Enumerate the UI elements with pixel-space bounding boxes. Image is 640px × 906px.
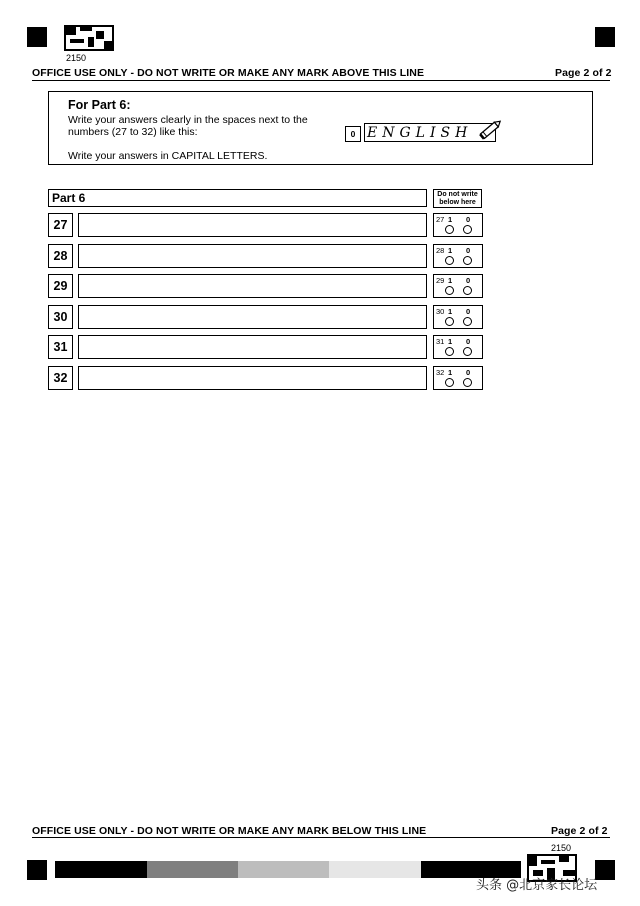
calibration-bar-black xyxy=(55,861,147,878)
instructions-box xyxy=(48,91,593,165)
mark-circle-one xyxy=(445,347,454,356)
office-mark-box xyxy=(433,366,483,390)
answer-field[interactable] xyxy=(78,244,427,268)
office-mark-box xyxy=(433,305,483,329)
mark-circle-one xyxy=(445,256,454,265)
mark-question-number: 32 xyxy=(436,368,445,377)
mark-label-zero: 0 xyxy=(466,306,471,316)
instructions-line-1: Write your answers clearly in the spaces next to the xyxy=(68,114,308,126)
question-number: 30 xyxy=(48,305,73,329)
bottom-barcode-number: 2150 xyxy=(551,843,572,853)
part-title: Part 6 xyxy=(52,191,86,205)
top-barcode xyxy=(64,25,114,51)
example-number: 0 xyxy=(345,126,361,142)
answer-field[interactable] xyxy=(78,366,427,390)
pencil-icon xyxy=(477,116,505,142)
calibration-bar-light-gray xyxy=(329,861,421,878)
mark-circle-zero xyxy=(463,286,472,295)
answer-field[interactable] xyxy=(78,335,427,359)
question-number: 27 xyxy=(48,213,73,237)
top-barcode-number: 2150 xyxy=(66,53,87,63)
mark-circle-zero xyxy=(463,256,472,265)
bottom-divider xyxy=(32,837,610,838)
page-label-top: Page 2 of 2 xyxy=(555,67,612,79)
mark-circle-one xyxy=(445,225,454,234)
mark-label-zero: 0 xyxy=(466,368,471,377)
mark-question-number: 29 xyxy=(436,276,445,286)
office-use-notice-top: OFFICE USE ONLY - DO NOT WRITE OR MAKE ANY MARK ABOVE THIS LINE xyxy=(32,67,425,79)
office-mark-box xyxy=(433,335,483,359)
registration-mark-top-right xyxy=(595,27,615,47)
mark-label-one: 1 xyxy=(448,245,453,255)
example-answer: ENGLISH xyxy=(367,124,473,141)
mark-label-zero: 0 xyxy=(466,215,471,224)
watermark-text: 头条 @北京家长论坛 xyxy=(476,878,598,893)
mark-label-zero: 0 xyxy=(466,245,471,255)
mark-circle-zero xyxy=(463,317,472,326)
question-number: 31 xyxy=(48,335,73,359)
office-mark-box xyxy=(433,274,483,298)
mark-question-number: 28 xyxy=(436,245,445,255)
calibration-bar-mid-gray xyxy=(238,861,329,878)
mark-circle-zero xyxy=(463,225,472,234)
mark-question-number: 31 xyxy=(436,337,445,347)
answer-field[interactable] xyxy=(78,213,427,237)
mark-label-zero: 0 xyxy=(466,276,471,286)
mark-label-one: 1 xyxy=(448,337,453,347)
answer-field[interactable] xyxy=(78,305,427,329)
office-mark-box xyxy=(433,213,483,237)
instructions-line-2: numbers (27 to 32) like this: xyxy=(68,126,198,138)
mark-circle-one xyxy=(445,317,454,326)
office-header-line-1: Do not write xyxy=(437,191,478,198)
mark-label-zero: 0 xyxy=(466,337,471,347)
instructions-title: For Part 6: xyxy=(68,98,131,112)
answer-field[interactable] xyxy=(78,274,427,298)
mark-circle-one xyxy=(445,378,454,387)
mark-label-one: 1 xyxy=(448,215,453,224)
mark-circle-zero xyxy=(463,347,472,356)
question-number: 32 xyxy=(48,366,73,390)
question-number: 29 xyxy=(48,274,73,298)
question-number: 28 xyxy=(48,244,73,268)
mark-question-number: 30 xyxy=(436,306,445,316)
page-label-bottom: Page 2 of 2 xyxy=(551,825,608,837)
office-mark-box xyxy=(433,244,483,268)
office-use-notice-bottom: OFFICE USE ONLY - DO NOT WRITE OR MAKE ANY MARK BELOW THIS LINE xyxy=(32,825,427,837)
top-divider xyxy=(32,80,610,81)
office-header-line-2: below here xyxy=(439,199,476,206)
mark-label-one: 1 xyxy=(448,306,453,316)
registration-mark-top-left xyxy=(27,27,47,47)
calibration-bar-dark-gray xyxy=(147,861,238,878)
instructions-line-3: Write your answers in CAPITAL LETTERS. xyxy=(68,150,268,162)
registration-mark-bottom-left xyxy=(27,860,47,880)
office-column-header xyxy=(433,189,482,208)
mark-question-number: 27 xyxy=(436,215,445,224)
mark-label-one: 1 xyxy=(448,368,453,377)
part-6-header xyxy=(48,189,427,207)
mark-circle-one xyxy=(445,286,454,295)
mark-label-one: 1 xyxy=(448,276,453,286)
mark-circle-zero xyxy=(463,378,472,387)
registration-mark-bottom-right xyxy=(595,860,615,880)
